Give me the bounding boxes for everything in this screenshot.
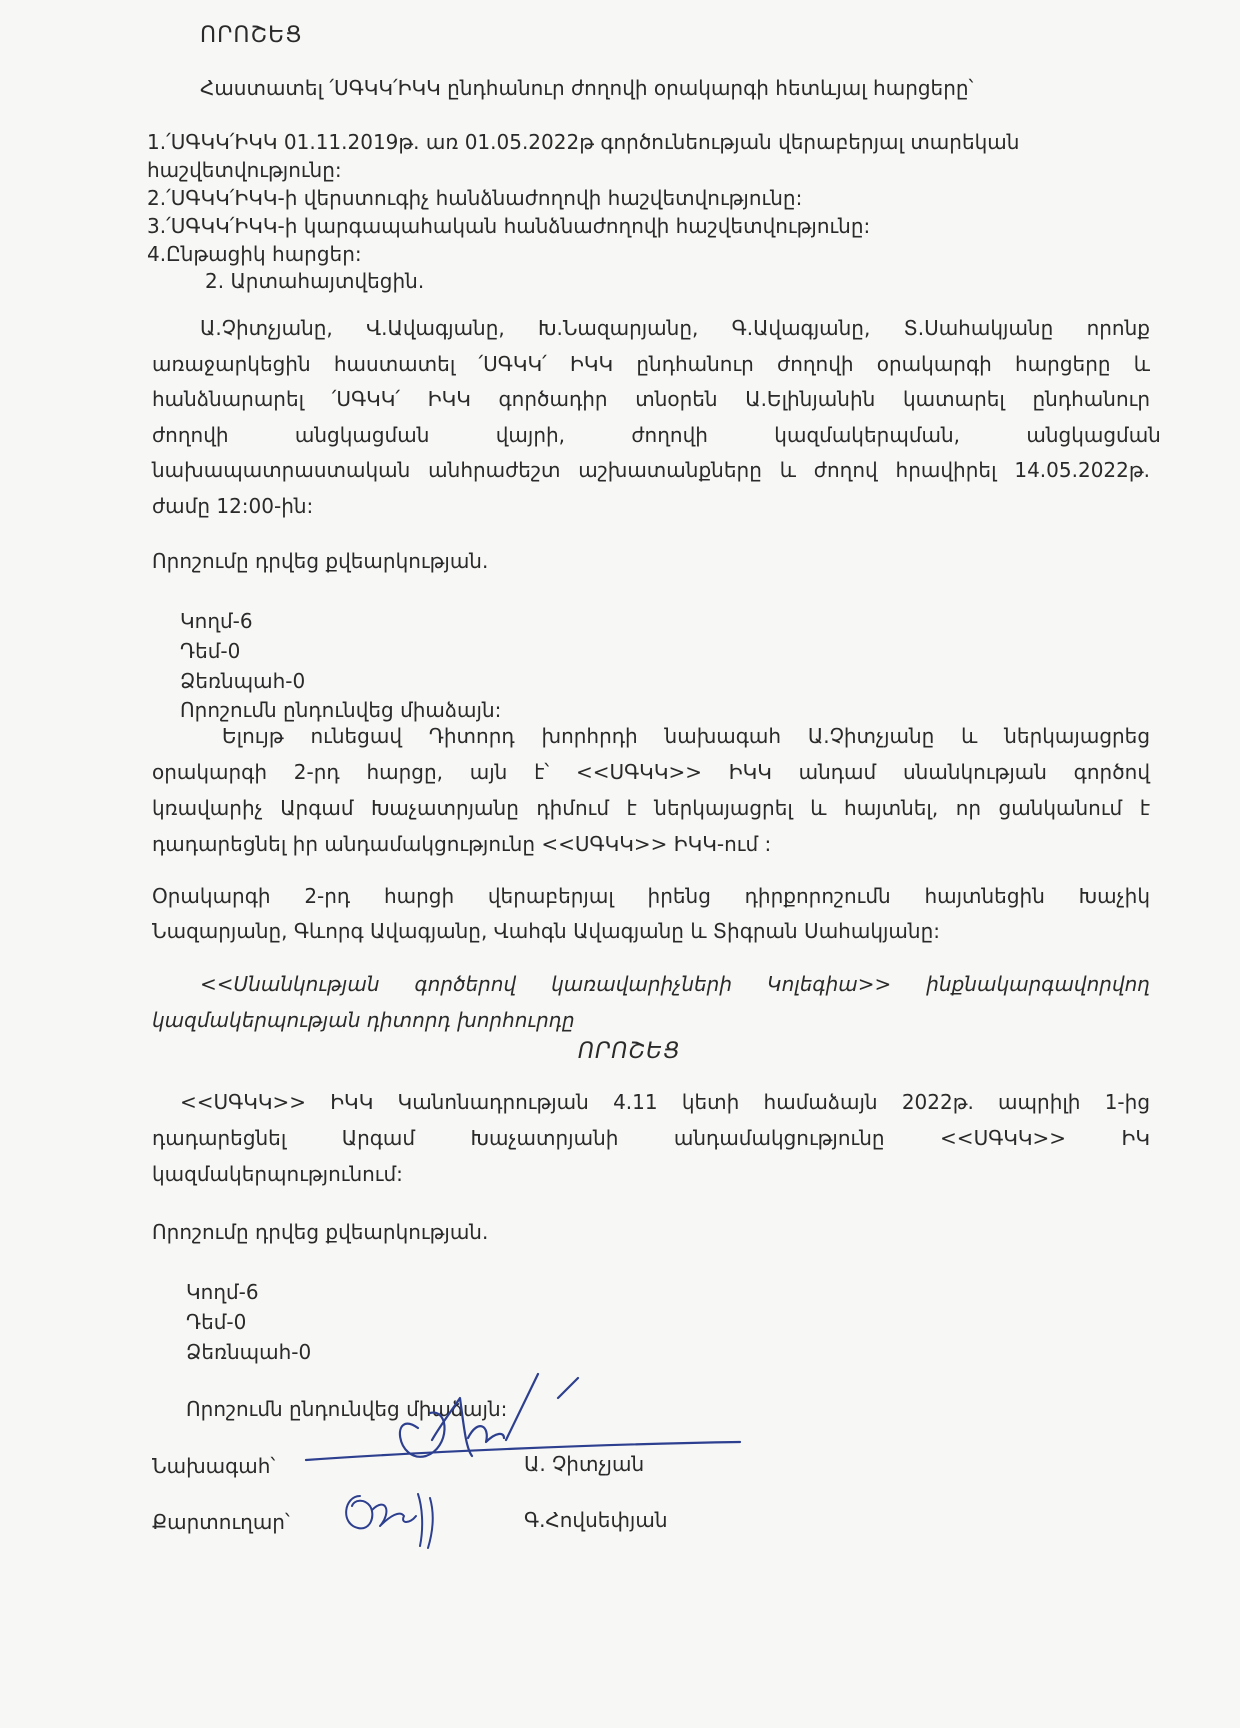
paragraph-line: հանձնարարել ՛ՍԳԿԿ՛ ԻԿԿ գործադիր տնօրեն Ա.Ելինյանին կատարել ընդհանուր [152,387,1150,411]
paragraph-line: դադարեցնել իր անդամակցությունը <<ՍԳԿԿ>> ԻԿԿ-ում : [152,832,772,856]
chair-label: Նախագահ՝ [152,1454,276,1478]
paragraph-line: Ելույթ ունեցավ Դիտորդ խորհրդի նախագահ Ա.Չիտչյանը և ներկայացրեց [222,724,1150,748]
secretary-signature [330,1476,470,1556]
intro-line: Հաստատել ՛ՍԳԿԿ՛ԻԿԿ ընդհանուր ժողովի օրակարգի հետևյալ հարցերը՝ [200,76,974,100]
decision-adopted: Որոշումն ընդունվեց միաձայն: [180,698,502,722]
paragraph-line: դադարեցնել Արգամ Խաչատրյանի անդամակցությունը <<ՍԳԿԿ>> ԻԿ [152,1126,1150,1150]
paragraph-line: Նազարյանը, Գևորգ Ավագյանը, Վահգն Ավագյանը և Տիգրան Սահակյանը: [152,919,941,943]
paragraph-line: ժամը 12:00-ին: [152,494,314,518]
paragraph-line: Ա.Չիտչյանը, Վ.Ավագյանը, Խ.Նազարյանը, Գ.Ավագյանը, Տ.Սահակյանը որոնք [200,316,1150,340]
decision-heading-2: ՈՐՈՇԵՑ [578,1039,681,1064]
secretary-label: Քարտուղար՝ [152,1510,290,1534]
paragraph-line: առաջարկեցին հաստատել ՛ՍԳԿԿ՛ ԻԿԿ ընդհանուր ժողովի օրակարգի հարցերը և [152,352,1150,376]
chair-name: Ա. Չիտչյան [524,1452,645,1476]
paragraph-line: <<ՍԳԿԿ>> ԻԿԿ Կանոնադրության 4.11 կետի համաձայն 2022թ. ապրիլի 1-ից [180,1090,1150,1114]
vote-against: Դեմ-0 [180,639,241,663]
vote-for: Կողմ-6 [180,609,253,633]
secretary-name: Գ.Հովսեփյան [524,1508,668,1532]
paragraph-line: կազմակերպությունում: [152,1162,403,1186]
board-title-line: կազմակերպության դիտորդ խորհուրդը [152,1008,575,1032]
agenda-item: 2.՛ՍԳԿԿ՛ԻԿԿ-ի վերստուգիչ հանձնաժողովի հաշվետվությունը: [147,186,803,210]
paragraph-line: ժողովի անցկացման վայրի, ժողովի կազմակերպման, անցկացման [152,423,1161,447]
board-title-line: <<Սնանկության գործերով կառավարիչների Կոլեգիա>> ինքնակարգավորվող [200,972,1150,996]
vote-intro: Որոշումը դրվեց քվեարկության. [152,1220,489,1244]
agenda-item: 1.՛ՍԳԿԿ՛ԻԿԿ 01.11.2019թ. առ 01.05.2022թ գործունեության վերաբերյալ տարեկան [147,130,1020,154]
decision-heading: ՈՐՈՇԵՑ [200,23,303,48]
decision-adopted: Որոշումն ընդունվեց միաձայն: [186,1397,508,1421]
vote-against: Դեմ-0 [186,1310,247,1334]
paragraph-line: նախապատրաստական անհրաժեշտ աշխատանքները և ժողով հրավիրել 14.05.2022թ. [152,458,1150,482]
vote-abstain: Ձեռնպահ-0 [186,1340,312,1364]
vote-intro: Որոշումը դրվեց քվեարկության. [152,549,489,573]
paragraph-line: օրակարգի 2-րդ հարցը, այն է՝ <<ՍԳԿԿ>> ԻԿԿ անդամ սնանկության գործով [152,760,1150,784]
vote-for: Կողմ-6 [186,1280,259,1304]
agenda-item: հաշվետվությունը: [147,158,342,182]
vote-abstain: Ձեռնպահ-0 [180,669,306,693]
agenda-item: 3.՛ՍԳԿԿ՛ԻԿԿ-ի կարգապահական հանձնաժողովի հաշվետվությունը: [147,214,871,238]
agenda-item: 4.Ընթացիկ հարցեր: [147,242,362,266]
section-2-heading: 2. Արտահայտվեցին. [205,269,425,293]
paragraph-line: կռավարիչ Արգամ Խաչատրյանը դիմում է ներկայացրել և հայտնել, որ ցանկանում է [152,796,1150,820]
paragraph-line: Օրակարգի 2-րդ հարցի վերաբերյալ իրենց դիրքորոշումն հայտնեցին Խաչիկ [152,884,1150,908]
